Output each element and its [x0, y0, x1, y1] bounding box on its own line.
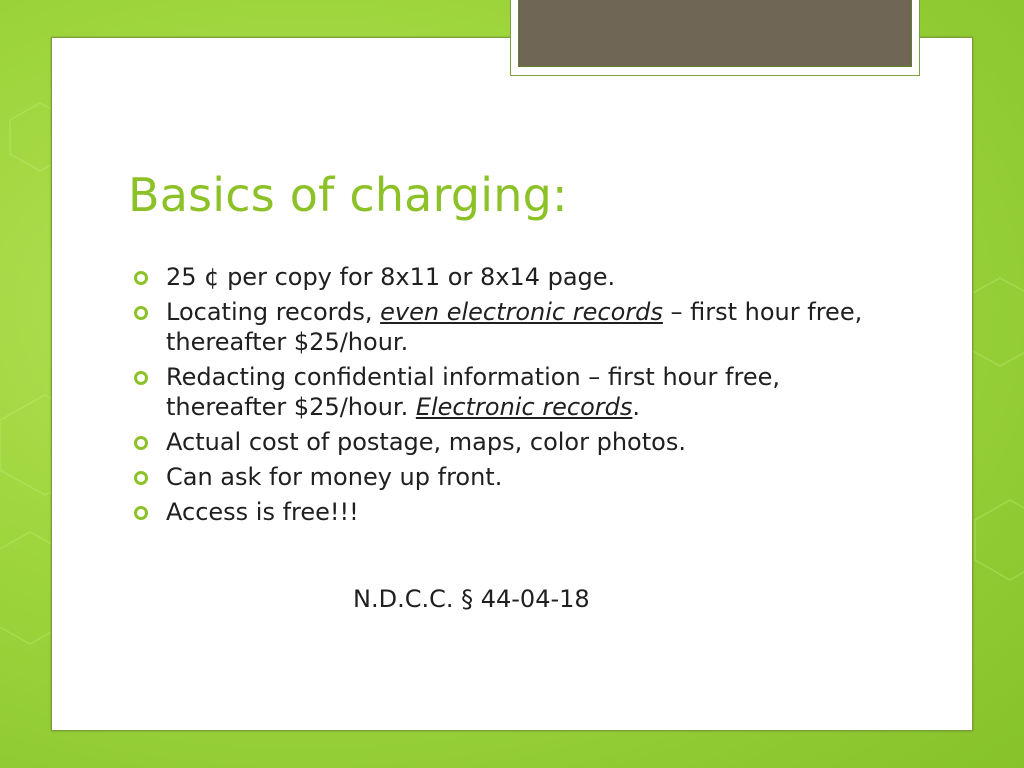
- circle-bullet-icon: [134, 306, 148, 320]
- bullet-item-locating-records: [134, 297, 874, 357]
- bullet-list: [134, 262, 874, 532]
- decorative-title-tab: [510, 0, 920, 76]
- circle-bullet-icon: [134, 371, 148, 385]
- statute-citation: N.D.C.C. § 44-04-18: [353, 585, 590, 613]
- circle-bullet-icon: [134, 506, 148, 520]
- bullet-text: Actual cost of postage, maps, color photos.: [166, 428, 686, 456]
- bullet-text-before: Locating records,: [166, 298, 381, 326]
- decorative-tab-fill: [518, 0, 912, 67]
- bullet-item-actual-cost: [134, 427, 874, 457]
- slide-title: Basics of charging:: [128, 168, 568, 222]
- circle-bullet-icon: [134, 271, 148, 285]
- bullet-text: Access is free!!!: [166, 498, 359, 526]
- bullet-text-after: .: [632, 393, 641, 421]
- circle-bullet-icon: [134, 436, 148, 450]
- circle-bullet-icon: [134, 471, 148, 485]
- bullet-text: Can ask for money up front.: [166, 463, 503, 491]
- bullet-item-access-free: [134, 497, 874, 527]
- bullet-text-emphasis: even electronic records: [380, 298, 663, 326]
- bullet-text-emphasis: Electronic records: [415, 393, 633, 421]
- bullet-text: 25 ¢ per copy for 8x11 or 8x14 page.: [166, 263, 616, 291]
- bullet-item-money-up-front: [134, 462, 874, 492]
- bullet-item-copy-cost: [134, 262, 874, 292]
- bullet-text-before: Redacting confidential information – first hour free, thereafter $25/hour.: [166, 363, 781, 421]
- bullet-item-redacting: [134, 362, 874, 422]
- bullet-text-after: – first hour free, thereafter $25/hour.: [166, 298, 863, 356]
